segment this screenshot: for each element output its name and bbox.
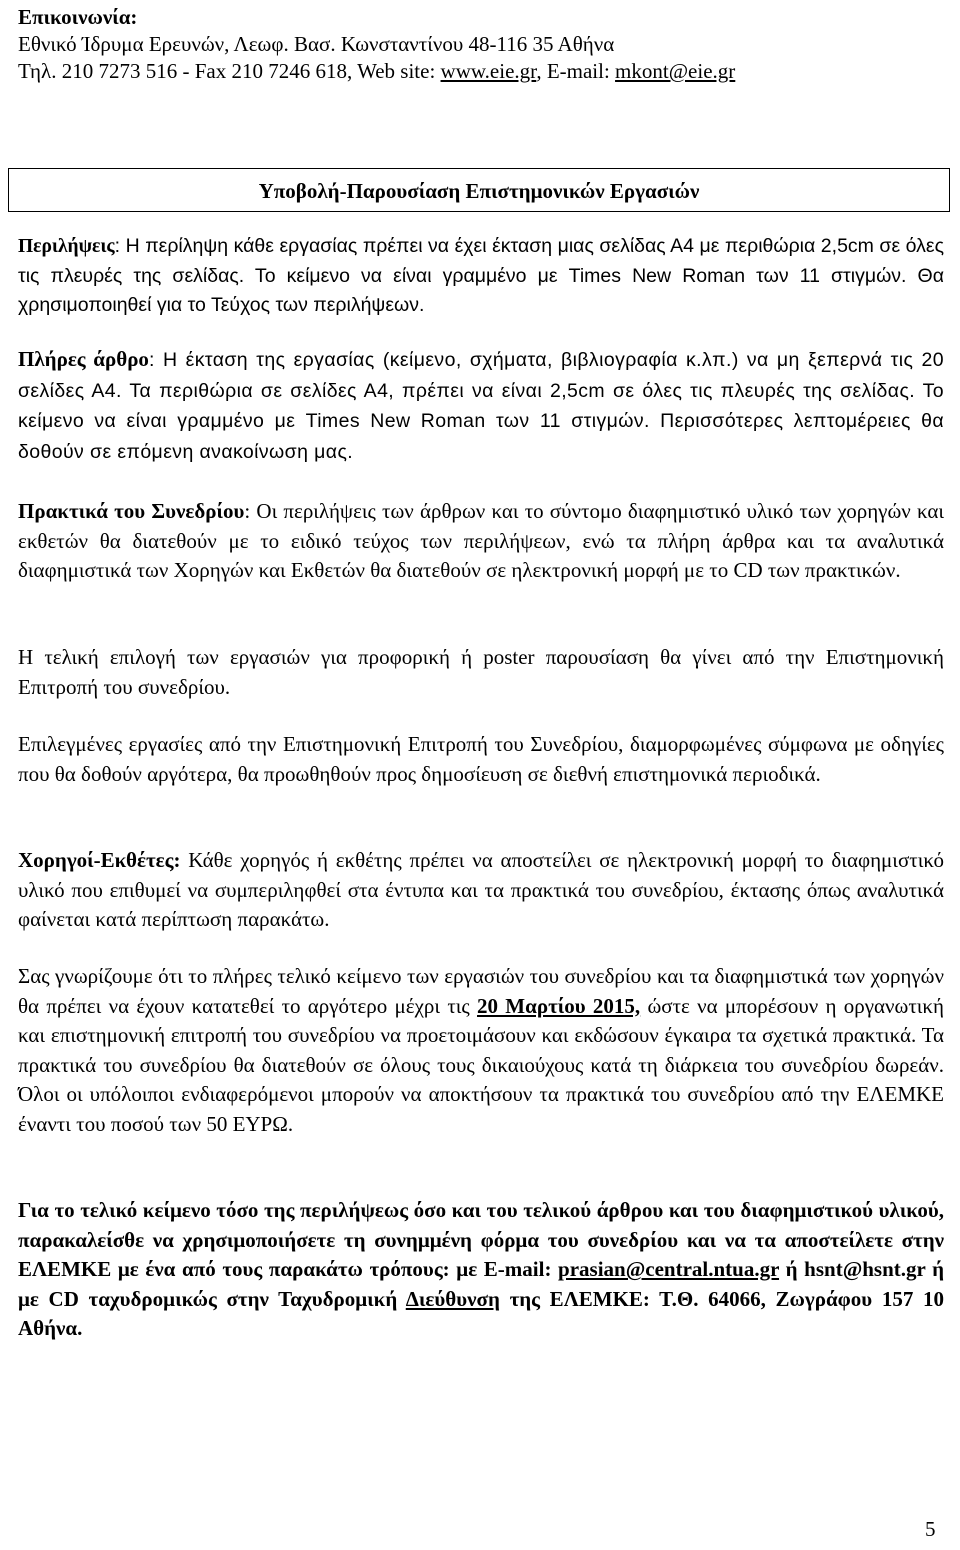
sponsors-label: Χορηγοί-Εκθέτες: — [18, 848, 181, 872]
proceedings-paragraph — [18, 497, 944, 586]
proceedings-text: : Οι περιλήψεις των άρθρων και το σύντομο διαφημιστικό υλικό των χορηγών και εκθετών θα διατεθούν με το ειδικό τεύχος των περιλήψεων, ενώ τα πλήρη άρθρα και τα αναλυτικά διαφημιστικά των Χορηγών και Εκθετών θα διατεθούν σε ηλεκτρονική μορφή με το CD των πρακτικών. — [18, 499, 944, 583]
submission-text-a: Για το τελικό κείμενο τόσο της περιλήψεως όσο και του τελικού άρθρου και του διαφημιστικού υλικού, παρακαλείσθε να χρησιμοποιήσετε τη συνημμένη φόρμα του συνεδρίου και να τα αποστείλετε στην ΕΛΕΜΚΕ με ένα από τους παρακάτω τρόπους: με E-mail: — [18, 1198, 944, 1282]
contact-email-link[interactable]: mkont@eie.gr — [615, 59, 736, 83]
website-link[interactable]: www.eie.gr — [440, 59, 537, 83]
selected-papers-paragraph: Επιλεγμένες εργασίες από την Επιστημονική Επιτροπή του Συνεδρίου, διαμορφωμένες σύμφωνα με οδηγίες που θα δοθούν αργότερα, θα προωθηθούν προς δημοσίευση σε διεθνή επιστημονικά περιοδικά. — [18, 732, 944, 786]
sponsors-text: Κάθε χορηγός ή εκθέτης πρέπει να αποστείλει σε ηλεκτρονική μορφή το διαφημιστικό υλικό που επιθυμεί να συμπεριληφθεί στα έντυπα και τα πρακτικά του συνεδρίου, έκτασης όπως αναλυτικά φαίνεται κατά περίπτωση παρακάτω. — [18, 848, 944, 932]
submission-text-b: ή hsnt@hsnt.gr ή με CD ταχυδρομικώς στην Ταχυδρομική — [18, 1257, 944, 1311]
deadline-text-a: Σας γνωρίζουμε ότι το πλήρες τελικό κείμενο των εργασιών του συνεδρίου και τα διαφημιστικά των χορηγών θα πρέπει να έχουν κατατεθεί το αργότερο μέχρι τις — [18, 964, 944, 1018]
deadline-text-b: ώστε να μπορέσουν η οργανωτική και επιστημονική επιτροπή του συνεδρίου να προετοιμάσουν και εκδώσουν έγκαιρα τα σχετικά πρακτικά. Τα πρακτικά του συνεδρίου θα διατεθούν σε όλους τους δικαιούχους κατά τη διάρκεια του συνεδρίου δωρεάν. Όλοι οι υπόλοιποι ενδιαφερόμενοι μπορούν να αποκτήσουν τα πρακτικά του συνεδρίου από την ΕΛΕΜΚΕ έναντι του ποσού των 50 ΕΥΡΩ. — [18, 993, 944, 1136]
full-paper-text: : Η έκταση της εργασίας (κείμενο, σχήματα, βιβλιογραφία κ.λπ.) να μη ξεπερνά τις 20 σελίδες Α4. Τα περιθώρια σε σελίδες Α4, πρέπει να είναι 2,5cm σε όλες τις πλευρές της σελίδας. Το κείμενο να είναι γραμμένο με Times New Roman των 11 στιγμών. Περισσότερες λεπτομέρειες θα δοθούν σε επόμενη ανακοίνωση μας. — [18, 349, 944, 463]
abstracts-text: : Η περίληψη κάθε εργασίας πρέπει να έχει έκταση μιας σελίδας Α4 με περιθώρια 2,5cm σε όλες τις πλευρές της σελίδας. Το κείμενο να είναι γραμμένο με Times New Roman των 11 στιγμών. Θα χρησιμοποιηθεί για το Τεύχος των περιλήψεων. — [18, 235, 944, 317]
submission-text-c: της ΕΛΕΜΚΕ: Τ.Θ. 64066, Ζωγράφου 157 10 Αθήνα. — [18, 1286, 944, 1341]
contact-heading: Επικοινωνία: — [18, 5, 138, 29]
contact-phone-line — [18, 58, 948, 85]
submission-email-link[interactable]: prasian@central.ntua.gr — [558, 1257, 780, 1282]
proceedings-label-c: Συνεδρίου — [151, 499, 245, 523]
sponsors-paragraph — [18, 846, 944, 935]
page-number: 5 — [925, 1517, 936, 1541]
full-paper-paragraph — [18, 345, 944, 467]
proceedings-label-a: Πρακτικά — [18, 499, 108, 523]
deadline-paragraph — [18, 962, 944, 1140]
abstracts-paragraph — [18, 232, 944, 321]
proceedings-label-b: του — [107, 499, 152, 523]
submission-address-label: Διεύθυνση — [405, 1286, 500, 1311]
full-paper-label: Πλήρες άρθρο — [18, 347, 149, 371]
submission-paragraph — [18, 1196, 944, 1344]
contact-address: Εθνικό Ίδρυμα Ερευνών, Λεωφ. Βασ. Κωνσταντίνου 48-116 35 Αθήνα — [18, 32, 615, 56]
contact-phone-fax: Τηλ. 210 7273 516 - Fax 210 7246 618, Web site: — [18, 59, 441, 83]
final-selection-paragraph: Η τελική επιλογή των εργασιών για προφορική ή poster παρουσίαση θα γίνει από την Επιστημονική Επιτροπή του συνεδρίου. — [18, 645, 944, 699]
contact-block — [18, 4, 948, 85]
deadline-date: 20 Μαρτίου 2015, — [477, 993, 641, 1018]
abstracts-label: Περιλήψεις — [18, 236, 115, 257]
contact-email-label: , E-mail: — [536, 59, 616, 83]
section-title: Υποβολή-Παρουσίαση Επιστημονικών Εργασιών — [8, 168, 950, 212]
